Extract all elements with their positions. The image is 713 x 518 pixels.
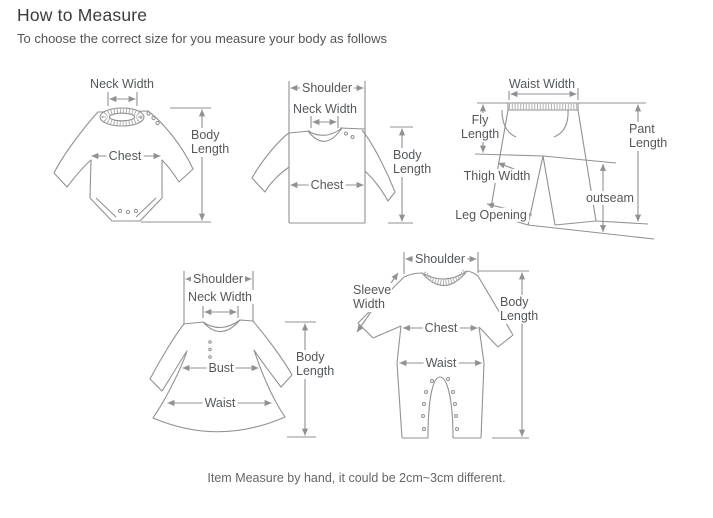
- diagram-romper: [345, 245, 555, 455]
- diagram-pants: [450, 75, 710, 245]
- label-waist: Waist: [425, 355, 457, 370]
- label-leg-opening: Leg Opening: [455, 207, 527, 222]
- label-shoulder: Shoulder: [192, 271, 244, 286]
- neckline: [308, 128, 342, 141]
- right-pocket: [554, 110, 568, 137]
- page-title: How to Measure: [17, 5, 148, 25]
- label-chest: Chest: [310, 177, 344, 192]
- label-body-length: Body Length: [392, 148, 440, 177]
- label-chest: Chest: [108, 148, 142, 163]
- diagram-bodysuit: [50, 75, 240, 235]
- label-waist-width: Waist Width: [508, 76, 576, 91]
- bodysuit-garment: [54, 108, 193, 221]
- label-body-length: Body Length: [295, 350, 343, 379]
- label-pant-length: Pant Length: [628, 122, 676, 151]
- label-bust: Bust: [208, 360, 234, 375]
- label-shoulder: Shoulder: [301, 80, 353, 95]
- dress-garment: [150, 320, 292, 432]
- label-thigh-width: Thigh Width: [463, 168, 531, 183]
- ribbed-collar: [422, 271, 467, 286]
- romper-drawing: [345, 245, 555, 455]
- label-shoulder: Shoulder: [414, 251, 466, 266]
- label-body-length: Body Length: [190, 128, 238, 157]
- diagram-dress: [140, 250, 340, 455]
- measure-note: Item Measure by hand, it could be 2cm~3cm different.: [207, 471, 506, 485]
- label-neck-width: Neck Width: [188, 289, 252, 304]
- label-waist: Waist: [204, 395, 236, 410]
- label-fly-length: Fly Length: [461, 113, 500, 142]
- crotch-seam: [428, 377, 453, 438]
- label-outseam: outseam: [586, 190, 634, 205]
- label-neck-width: Neck Width: [90, 76, 154, 91]
- label-neck-width: Neck Width: [293, 101, 357, 116]
- label-body-length: Body Length: [499, 295, 547, 324]
- page-subtitle: To choose the correct size for you measure your body as follows: [17, 31, 387, 46]
- label-sleeve-width: Sleeve Width: [353, 283, 392, 312]
- pants-garment: [488, 103, 596, 225]
- diagram-top: [250, 75, 435, 235]
- label-chest: Chest: [424, 320, 458, 335]
